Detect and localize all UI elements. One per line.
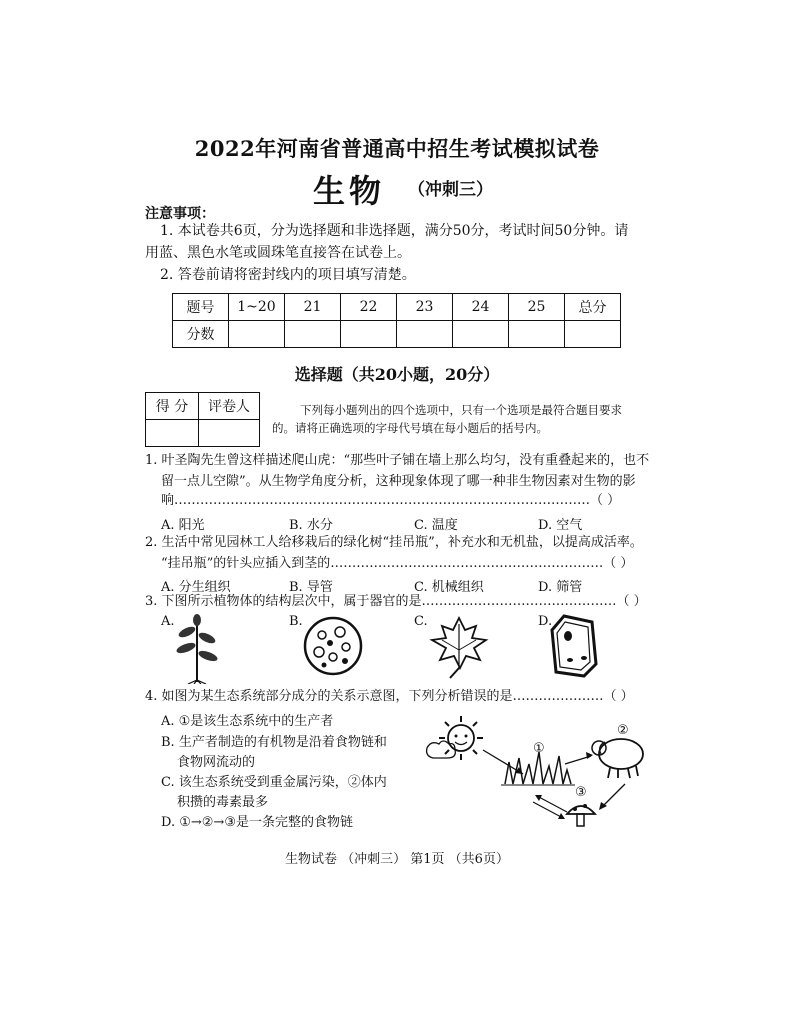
leaf-icon bbox=[428, 614, 490, 680]
q1-option-d[interactable]: D. 空气 bbox=[538, 518, 583, 533]
grader-score-cell[interactable] bbox=[146, 420, 199, 447]
score-header-cell: 23 bbox=[397, 294, 453, 321]
score-header-cell: 21 bbox=[285, 294, 341, 321]
grader-name-cell[interactable] bbox=[199, 420, 260, 447]
page-footer: 生物试卷 （冲刺三） 第1页 （共6页） bbox=[285, 852, 509, 867]
q2-option-a[interactable]: A. 分生组织 bbox=[161, 580, 231, 595]
edition-label: （冲刺三） bbox=[408, 180, 493, 200]
q4-option-c-line-1[interactable]: C. 该生态系统受到重金属污染，②体内 bbox=[161, 775, 387, 790]
score-table bbox=[172, 293, 621, 348]
cell-icon bbox=[548, 612, 600, 680]
ecosystem-diagram bbox=[425, 712, 665, 840]
q4-option-a[interactable]: A. ①是该生态系统中的生产者 bbox=[161, 714, 334, 729]
q4-option-b-line-1[interactable]: B. 生产者制造的有机物是沿着食物链和 bbox=[161, 735, 387, 750]
q1-option-c[interactable]: C. 温度 bbox=[414, 518, 458, 533]
q4-option-c-line-2: 积攒的毒素最多 bbox=[177, 795, 269, 810]
q3-option-a[interactable]: A. bbox=[161, 614, 175, 629]
q2-option-b[interactable]: B. 导管 bbox=[289, 580, 333, 595]
q3-option-d[interactable]: D. bbox=[538, 614, 553, 629]
score-cell[interactable] bbox=[229, 321, 285, 348]
notice-item-1-line-2: 用蓝、黑色水笔或圆珠笔直接答在试卷上。 bbox=[145, 245, 411, 261]
q4-option-d[interactable]: D. ①→②→③是一条完整的食物链 bbox=[161, 815, 353, 830]
grader-score-label: 得 分 bbox=[146, 393, 199, 420]
score-row-label: 分数 bbox=[173, 321, 229, 348]
score-cell[interactable] bbox=[285, 321, 341, 348]
tissue-icon bbox=[302, 615, 364, 677]
grader-name-label: 评卷人 bbox=[199, 393, 260, 420]
score-cell[interactable] bbox=[397, 321, 453, 348]
score-table-score-row bbox=[173, 321, 621, 348]
q1-line-3: 响……………………………………………………………………………………（ ） bbox=[161, 493, 621, 508]
instructions-line-1: 下列每小题列出的四个选项中，只有一个选项是最符合题目要求 bbox=[300, 403, 622, 417]
notice-heading: 注意事项： bbox=[145, 206, 215, 222]
q4-option-b-line-2: 食物网流动的 bbox=[177, 755, 256, 770]
score-table-header-row bbox=[173, 294, 621, 321]
q1-line-2: 留一点儿空隙”。从生物学角度分析，这种现象体现了哪一种非生物因素对生物的影 bbox=[161, 474, 636, 489]
plant-icon bbox=[172, 612, 222, 684]
cloud-icon bbox=[427, 741, 456, 758]
label-1: ① bbox=[533, 741, 545, 756]
subject-title: 生物 bbox=[313, 172, 386, 210]
q3-option-c[interactable]: C. bbox=[414, 614, 428, 629]
label-2: ② bbox=[617, 723, 629, 738]
score-header-cell: 24 bbox=[453, 294, 509, 321]
q3-option-b[interactable]: B. bbox=[289, 614, 303, 629]
q3-line-1: 3. 下图所示植物体的结构层次中，属于器官的是………………………………………（ ） bbox=[145, 594, 647, 609]
instructions-line-2: 的。请将正确选项的字母代号填在每小题后的括号内。 bbox=[272, 421, 548, 435]
notice-item-1-line-1: 1. 本试卷共6页，分为选择题和非选择题，满分50分，考试时间50分钟。请 bbox=[160, 223, 629, 239]
mushroom-icon bbox=[567, 804, 595, 826]
q2-option-c[interactable]: C. 机械组织 bbox=[414, 580, 484, 595]
score-cell[interactable] bbox=[565, 321, 621, 348]
grader-box bbox=[145, 392, 260, 447]
score-header-cell: 总分 bbox=[565, 294, 621, 321]
q2-line-2: “挂吊瓶”的针头应插入到茎的………………………………………………………（ ） bbox=[161, 556, 634, 571]
q1-option-b[interactable]: B. 水分 bbox=[289, 518, 333, 533]
q2-line-1: 2. 生活中常见园林工人给移栽后的绿化树“挂吊瓶”，补充水和无机盐，以提高成活率。 bbox=[145, 535, 643, 550]
score-header-cell: 题号 bbox=[173, 294, 229, 321]
notice-item-2: 2. 答卷前请将密封线内的项目填写清楚。 bbox=[160, 267, 416, 283]
q4-line-1: 4. 如图为某生态系统部分成分的关系示意图，下列分析错误的是…………………（ ） bbox=[145, 689, 634, 704]
score-cell[interactable] bbox=[341, 321, 397, 348]
label-3: ③ bbox=[575, 785, 587, 800]
grass-icon bbox=[501, 752, 575, 785]
score-cell[interactable] bbox=[509, 321, 565, 348]
q1-option-a[interactable]: A. 阳光 bbox=[161, 518, 205, 533]
score-header-cell: 22 bbox=[341, 294, 397, 321]
q1-line-1: 1. 叶圣陶先生曾这样描述爬山虎：“那些叶子铺在墙上那么均匀，没有重叠起来的，也不 bbox=[145, 453, 650, 468]
sun-icon bbox=[439, 716, 483, 760]
section-title: 选择题（共20小题，20分） bbox=[294, 365, 500, 384]
q2-option-d[interactable]: D. 筛管 bbox=[538, 580, 583, 595]
sheep-icon bbox=[592, 739, 643, 778]
score-header-cell: 25 bbox=[509, 294, 565, 321]
score-cell[interactable] bbox=[453, 321, 509, 348]
exam-title: 2022年河南省普通高中招生考试模拟试卷 bbox=[194, 136, 600, 161]
score-header-cell: 1~20 bbox=[229, 294, 285, 321]
